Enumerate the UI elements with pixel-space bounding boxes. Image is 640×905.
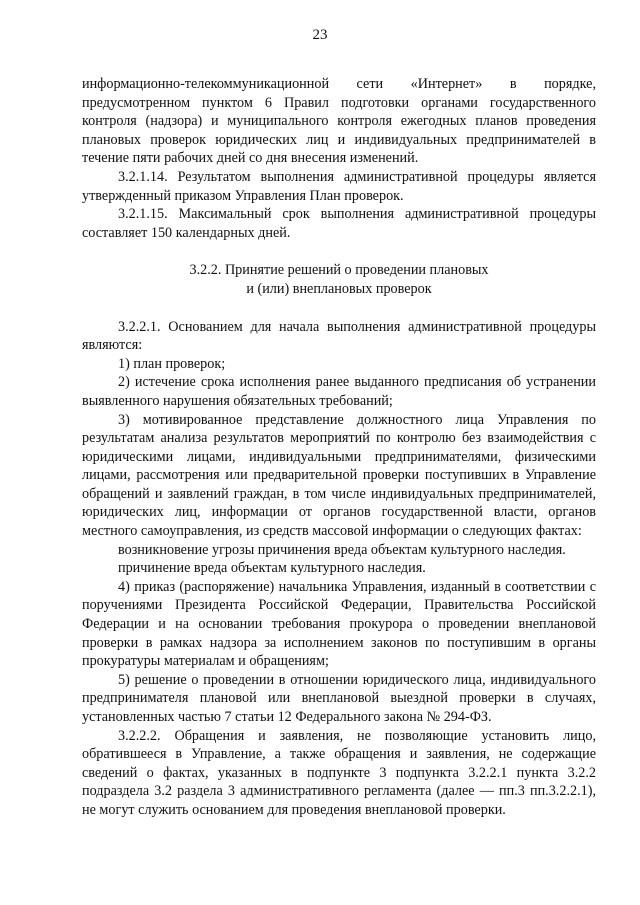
paragraph: 3.2.2.2. Обращения и заявления, не позволяющие установить лицо, обратившееся в Управление, а также обращения и заявления, не содержащие сведений о фактах, указанных в подпункте 3 подпункта 3.2.2.1 пункта 3.2.2 подраздела 3.2 раздела 3 административного регламента (далее — пп.3 пп.3.2.2.1), не могут служить основанием для проведения внеплановой проверки. [82,727,596,818]
paragraph: возникновение угрозы причинения вреда объектам культурного наследия. [118,541,566,558]
paragraph: 5) решение о проведении в отношении юридического лица, индивидуального предпринимателя плановой или внеплановой выездной проверки в случаях, установленных частью 7 статьи 12 Федерального закона № 294-ФЗ. [82,671,596,725]
section-heading [82,261,596,298]
section-heading-line-1: 3.2.2. Принятие решений о проведении плановых [189,262,489,279]
paragraph: информационно-телекоммуникационной сети «Интернет» в порядке, предусмотренном пунктом 6 Правил подготовки органами государственного контроля (надзора) и муниципального контроля ежегодных планов проведения плановых проверок юридических лиц и индивидуальных предпринимателей в течение пяти рабочих дней со дня внесения изменений. [82,76,596,167]
paragraph: 3.2.2.1. Основанием для начала выполнения административной процедуры являются: [82,318,596,354]
paragraph-group-top [82,75,596,242]
document-body [82,75,596,820]
paragraph: 1) план проверок; [118,355,226,372]
paragraph: 4) приказ (распоряжение) начальника Управления, изданный в соответствии с поручениями Президента Российской Федерации, Правительства Российской Федерации и на основании требования прокурора о проведении внеплановой проверки в рамках надзора за исполнением законов по поступившим в органы прокуратуры материалам и обращениям; [82,578,596,670]
page-number: 23 [312,27,328,43]
paragraph-group-bottom [82,318,596,820]
paragraph: 2) истечение срока исполнения ранее выданного предписания об устранении выявленного нарушения обязательных требований; [82,374,596,409]
paragraph: 3) мотивированное представление должностного лица Управления по результатам анализа результатов мероприятий по контролю без взаимодействия с юридическими лицами, индивидуальными предпринимателями, физическими лицами, рассмотрения или предварительной проверки поступивших в Управление обращений и заявлений граждан, в том числе индивидуальных предпринимателей, юридических лиц, информации от органов государственной власти, органов местного самоуправления, из средств массовой информации о следующих фактах: [82,411,596,540]
paragraph: 3.2.1.15. Максимальный срок выполнения административной процедуры составляет 150 календарных дней. [82,206,596,241]
section-heading-line-2: и (или) внеплановых проверок [246,280,432,297]
paragraph: 3.2.1.14. Результатом выполнения административной процедуры является утвержденный приказом Управления План проверок. [82,168,596,204]
paragraph: причинение вреда объектам культурного наследия. [118,560,426,577]
